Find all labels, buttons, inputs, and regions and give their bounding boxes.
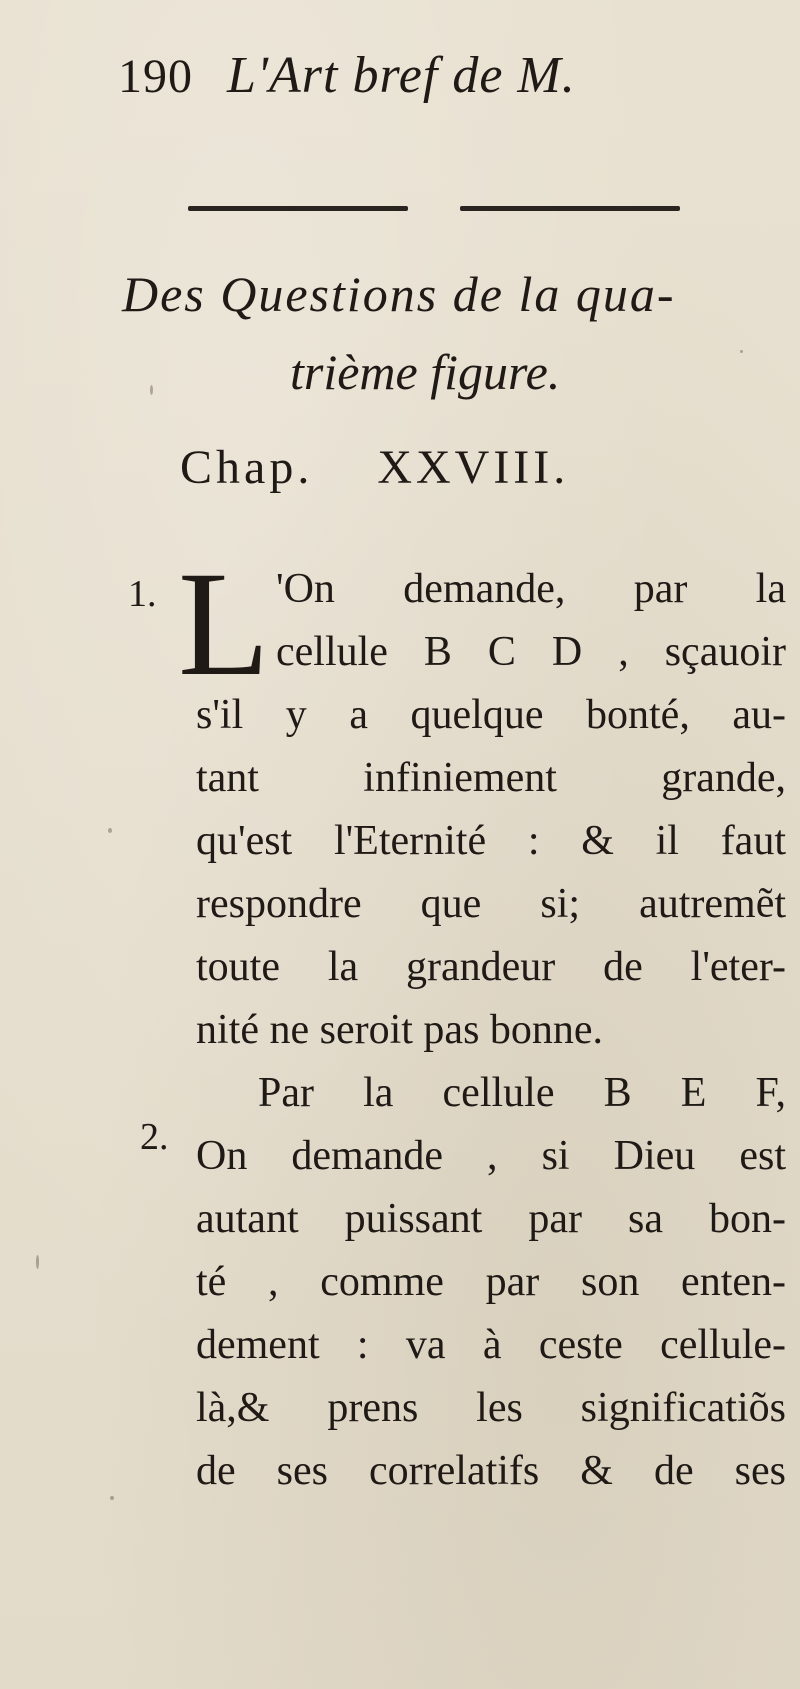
- text-line: tant infiniement grande,: [196, 755, 786, 801]
- page-number: 190: [118, 50, 193, 103]
- text-line: là,& prens les significatiõs: [196, 1385, 786, 1431]
- body-text: [178, 541, 786, 1503]
- drop-cap-initial: [176, 541, 270, 707]
- paragraph-2: [196, 1062, 786, 1503]
- ornamental-rule: [188, 203, 680, 213]
- paragraph-1: [178, 541, 786, 1062]
- rule-left-segment: [188, 206, 408, 211]
- rule-right-segment: [460, 206, 680, 211]
- chapter-number: XXVIII.: [377, 441, 570, 494]
- paper-speck: [36, 1255, 39, 1269]
- text-line: nité ne seroit pas bonne.: [196, 1007, 604, 1053]
- section-title-line-1: Des Questions de la qua-: [122, 266, 676, 322]
- section-title: [122, 255, 752, 411]
- section-title-line-2: trième figure.: [290, 344, 561, 400]
- text-line: Par la cellule B E F,: [258, 1070, 786, 1116]
- text-line: autant puissant par sa bon-: [196, 1196, 786, 1242]
- text-line: s'il y a quelque bonté, au-: [196, 692, 786, 738]
- text-line: toute la grandeur de l'eter-: [196, 944, 786, 990]
- paper-speck: [110, 1496, 114, 1500]
- page-header: [118, 46, 738, 126]
- text-line: respondre que si; autremẽt: [196, 881, 786, 927]
- text-line: té , comme par son enten-: [196, 1259, 786, 1305]
- text-line: de ses correlatifs & de ses: [196, 1448, 786, 1494]
- paragraph-marker-1: 1.: [128, 573, 157, 615]
- chapter-heading: [180, 440, 720, 495]
- chapter-label: Chap.: [180, 441, 314, 494]
- text-line: On demande , si Dieu est: [196, 1133, 786, 1179]
- text-line: dement : va à ceste cellule-: [196, 1322, 786, 1368]
- paragraph-marker-2: 2.: [140, 1116, 169, 1158]
- running-head: L'Art bref de M.: [227, 47, 576, 104]
- paper-speck: [108, 828, 112, 833]
- text-line: cellule B C D , sçauoir: [276, 629, 786, 675]
- text-line: 'On demande, par la: [276, 566, 786, 612]
- drop-cap-letter: L: [178, 541, 270, 707]
- text-line: qu'est l'Eternité : & il faut: [196, 818, 786, 864]
